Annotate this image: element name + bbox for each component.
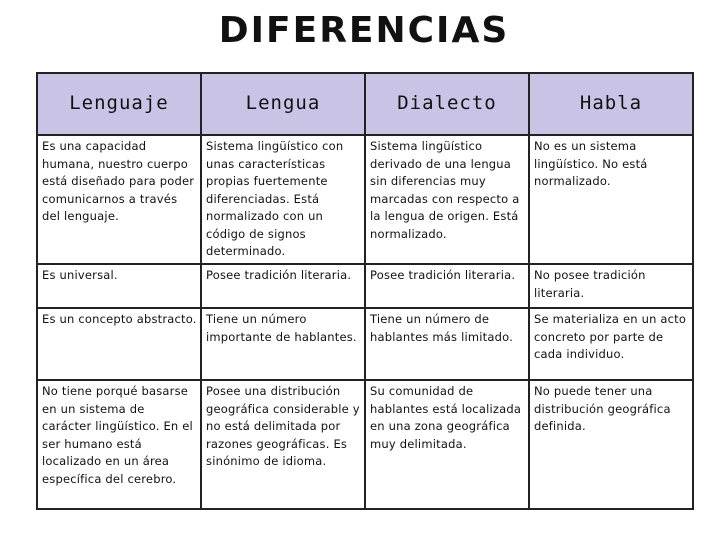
page-title: DIFERENCIAS — [218, 10, 510, 51]
table-cell: Posee tradición literaria. — [201, 264, 365, 308]
comparison-table — [36, 72, 694, 510]
table-cell: Sistema lingüístico con unas características propias fuertemente diferenciadas. Está normalizado con un código de signos determinado. — [201, 135, 365, 264]
table-cell: Es un concepto abstracto. — [37, 308, 201, 380]
table-cell: Es universal. — [37, 264, 201, 308]
header-lenguaje: Lenguaje — [37, 73, 201, 135]
table-cell: No puede tener una distribución geográfica definida. — [529, 380, 693, 509]
table-row — [37, 308, 693, 380]
table-cell: No posee tradición literaria. — [529, 264, 693, 308]
table-cell: Sistema lingüístico derivado de una lengua sin diferencias muy marcadas con respecto a la lengua de origen. Está normalizado. — [365, 135, 529, 264]
table-cell: Posee tradición literaria. — [365, 264, 529, 308]
table-cell: No es un sistema lingüístico. No está normalizado. — [529, 135, 693, 264]
table-cell: No tiene porqué basarse en un sistema de carácter lingüístico. En el ser humano está localizado en un área específica del cerebro. — [37, 380, 201, 509]
table-cell: Se materializa en un acto concreto por parte de cada individuo. — [529, 308, 693, 380]
header-lengua: Lengua — [201, 73, 365, 135]
table-cell: Tiene un número de hablantes más limitado. — [365, 308, 529, 380]
table-cell: Posee una distribución geográfica considerable y no está delimitada por razones geográficas. Es sinónimo de idioma. — [201, 380, 365, 509]
table-row — [37, 135, 693, 264]
table-row — [37, 380, 693, 509]
table-cell: Tiene un número importante de hablantes. — [201, 308, 365, 380]
header-dialecto: Dialecto — [365, 73, 529, 135]
table-cell: Su comunidad de hablantes está localizada en una zona geográfica muy delimitada. — [365, 380, 529, 509]
table-cell: Es una capacidad humana, nuestro cuerpo está diseñado para poder comunicarnos a través del lenguaje. — [37, 135, 201, 264]
table-row — [37, 264, 693, 308]
table-header-row — [37, 73, 693, 135]
header-habla: Habla — [529, 73, 693, 135]
